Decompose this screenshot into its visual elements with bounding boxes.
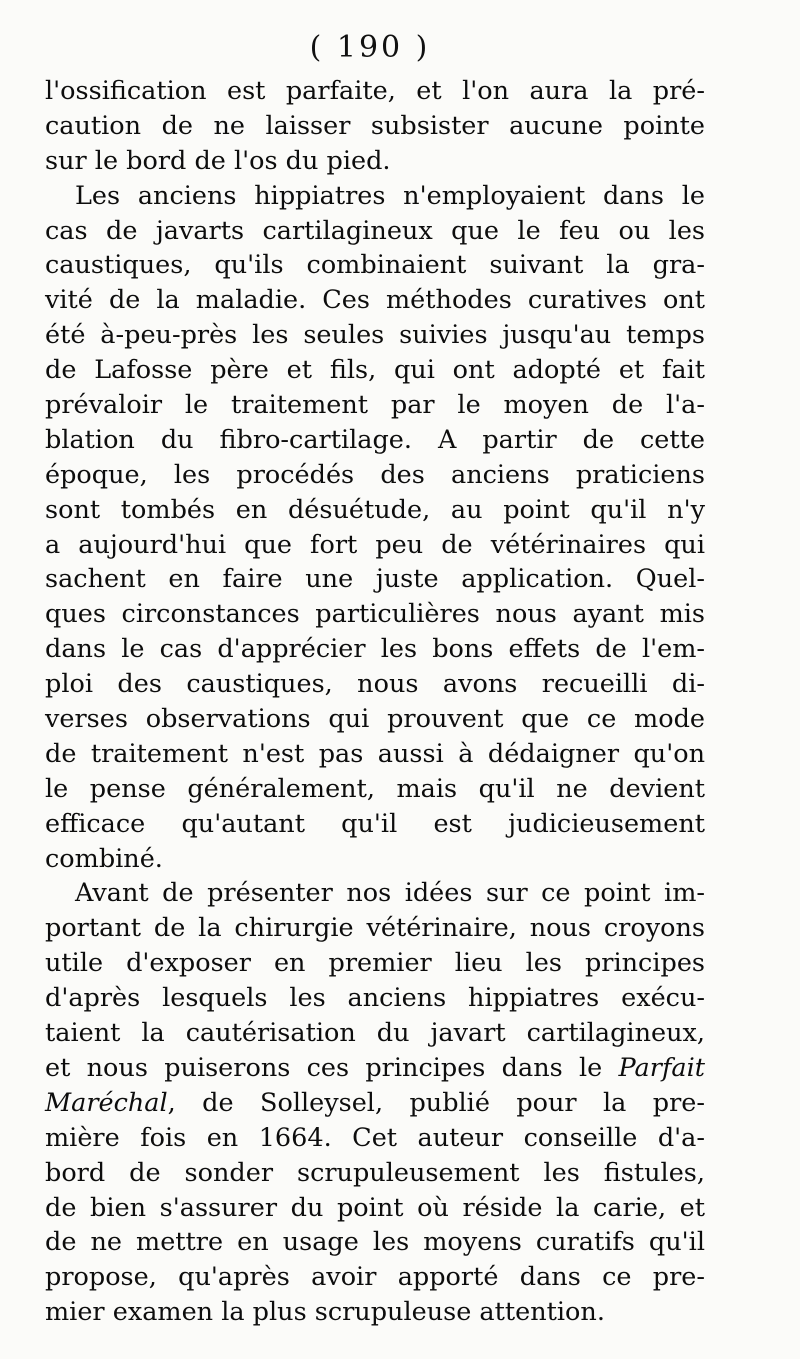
text-line: a aujourd'hui que fort peu de vétérinaires qui bbox=[45, 529, 705, 560]
text-line: verses observations qui prouvent que ce mode bbox=[45, 704, 705, 735]
text-line: de Lafosse père et fils, qui ont adopté et fait bbox=[45, 355, 705, 386]
text-line-mixed bbox=[45, 1086, 705, 1121]
text-line: dans le cas d'apprécier les bons effets de l'em- bbox=[45, 634, 705, 665]
text-line: de ne mettre en usage les moyens curatifs qu'il bbox=[45, 1227, 705, 1258]
text-line: bord de sonder scrupuleusement les fistules, bbox=[45, 1157, 705, 1188]
text-line: Avant de présenter nos idées sur ce point im- bbox=[75, 878, 705, 909]
text-line: le pense généralement, mais qu'il ne devient bbox=[45, 773, 705, 804]
body-text bbox=[45, 74, 705, 1330]
text-line: sachent en faire une juste application. Quel- bbox=[45, 564, 705, 595]
text-line: blation du fibro-cartilage. A partir de cette bbox=[45, 424, 705, 455]
text-fragment: et nous puiserons ces principes dans le bbox=[45, 1052, 603, 1083]
text-line: ques circonstances particulières nous ayant mis bbox=[45, 599, 705, 630]
text-line: mière fois en 1664. Cet auteur conseille d'a- bbox=[45, 1122, 705, 1153]
italic-title: Maréchal bbox=[45, 1087, 168, 1118]
text-line: d'après lesquels les anciens hippiatres exécu- bbox=[45, 983, 705, 1014]
text-line: époque, les procédés des anciens praticiens bbox=[45, 459, 705, 490]
text-line: vité de la maladie. Ces méthodes curatives ont bbox=[45, 285, 705, 316]
text-line: Les anciens hippiatres n'employaient dans le bbox=[75, 180, 705, 211]
text-line: ploi des caustiques, nous avons recueilli di- bbox=[45, 669, 705, 700]
text-line: de bien s'assurer du point où réside la carie, et bbox=[45, 1192, 705, 1223]
italic-title: Parfait bbox=[618, 1052, 705, 1083]
text-line: propose, qu'après avoir apporté dans ce pre- bbox=[45, 1262, 705, 1293]
text-line: efficace qu'autant qu'il est judicieusement bbox=[45, 808, 705, 839]
text-fragment: , de Solleysel, publié pour la pre- bbox=[167, 1087, 705, 1118]
text-line: de traitement n'est pas aussi à dédaigner qu'on bbox=[45, 738, 705, 769]
text-line: été à-peu-près les seules suivies jusqu'au temps bbox=[45, 320, 705, 351]
page-number: ( 190 ) bbox=[309, 30, 431, 65]
text-line: sur le bord de l'os du pied. bbox=[45, 145, 391, 176]
text-line: taient la cautérisation du javart cartilagineux, bbox=[45, 1018, 705, 1049]
text-line: cas de javarts cartilagineux que le feu ou les bbox=[45, 215, 705, 246]
text-line: utile d'exposer en premier lieu les principes bbox=[45, 948, 705, 979]
text-line: mier examen la plus scrupuleuse attention. bbox=[45, 1297, 605, 1328]
text-line: combiné. bbox=[45, 843, 163, 874]
text-line: l'ossification est parfaite, et l'on aura la pré- bbox=[45, 76, 705, 106]
text-line: prévaloir le traitement par le moyen de l'a- bbox=[45, 390, 705, 421]
text-line: caustiques, qu'ils combinaient suivant la gra- bbox=[45, 250, 705, 281]
text-line: sont tombés en désuétude, au point qu'il n'y bbox=[45, 494, 705, 525]
text-line-mixed bbox=[45, 1051, 705, 1086]
text-line: caution de ne laisser subsister aucune pointe bbox=[45, 110, 705, 141]
text-line: portant de la chirurgie vétérinaire, nous croyons bbox=[45, 913, 705, 944]
